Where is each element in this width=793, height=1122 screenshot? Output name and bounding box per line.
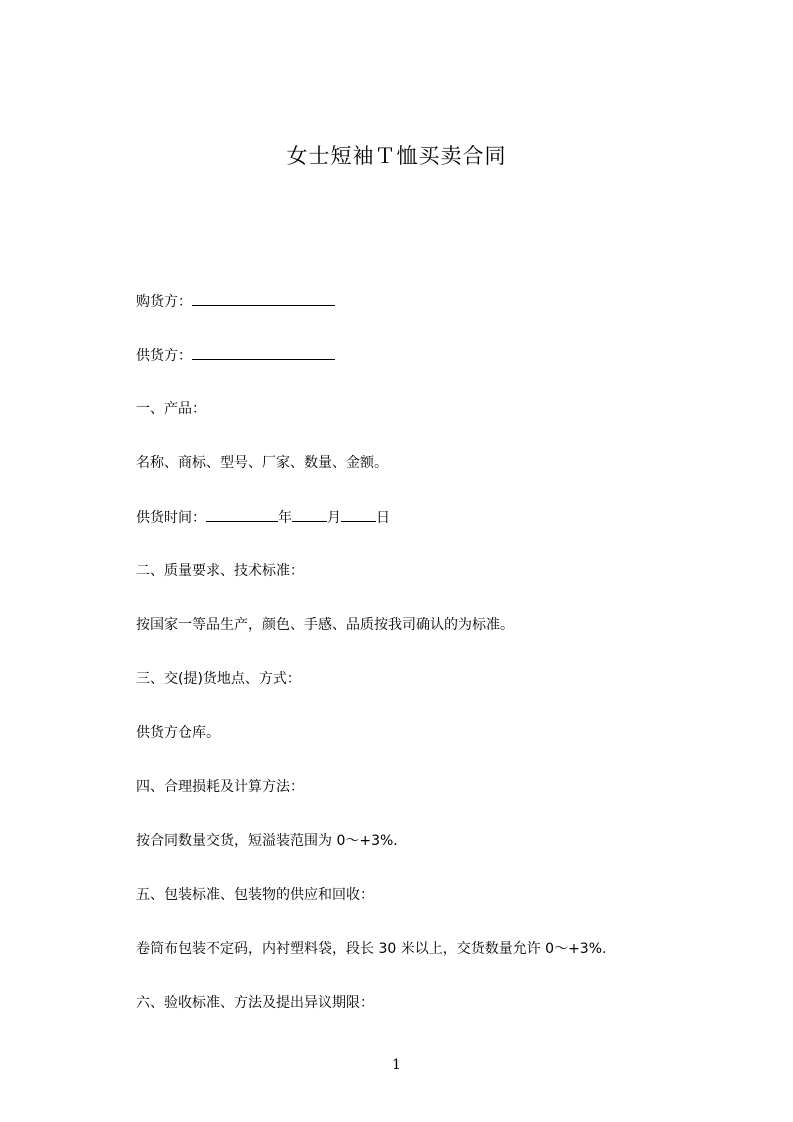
delivery-time-line: [136, 507, 390, 528]
delivery-time-label: 供货时间：: [136, 510, 206, 526]
section1-heading: 一、产品：: [136, 401, 206, 417]
delivery-day-blank[interactable]: [341, 507, 376, 522]
section4-text: 按合同数量交货，短溢装范围为 0～+3%.: [136, 833, 398, 849]
section5-text: 卷筒布包装不定码，内衬塑料袋，段长 30 米以上，交货数量允许 0～+3%.: [136, 941, 607, 957]
buyer-line: [136, 291, 335, 312]
section4-heading: 四、合理损耗及计算方法：: [136, 779, 304, 795]
buyer-label: 购货方：: [136, 294, 192, 310]
section6-heading: 六、验收标准、方法及提出异议期限：: [136, 995, 374, 1011]
buyer-blank[interactable]: [192, 291, 335, 306]
supplier-line: [136, 345, 335, 366]
section5-heading: 五、包装标准、包装物的供应和回收：: [136, 887, 374, 903]
supplier-blank[interactable]: [192, 345, 335, 360]
month-label: 月: [327, 510, 341, 526]
section3-heading: 三、交(提)货地点、方式：: [136, 671, 301, 687]
day-label: 日: [376, 510, 390, 526]
section2-heading: 二、质量要求、技术标准：: [136, 563, 304, 579]
page-number: 1: [392, 1057, 401, 1073]
delivery-year-blank[interactable]: [206, 507, 278, 522]
year-label: 年: [278, 510, 292, 526]
section2-text: 按国家一等品生产，颜色、手感、品质按我司确认的为标准。: [136, 617, 514, 633]
delivery-month-blank[interactable]: [292, 507, 327, 522]
section3-text: 供货方仓库。: [136, 725, 220, 741]
supplier-label: 供货方：: [136, 348, 192, 364]
section1-items: 名称、商标、型号、厂家、数量、金额。: [136, 455, 388, 471]
document-title: 女士短袖Ｔ恤买卖合同: [286, 144, 507, 168]
